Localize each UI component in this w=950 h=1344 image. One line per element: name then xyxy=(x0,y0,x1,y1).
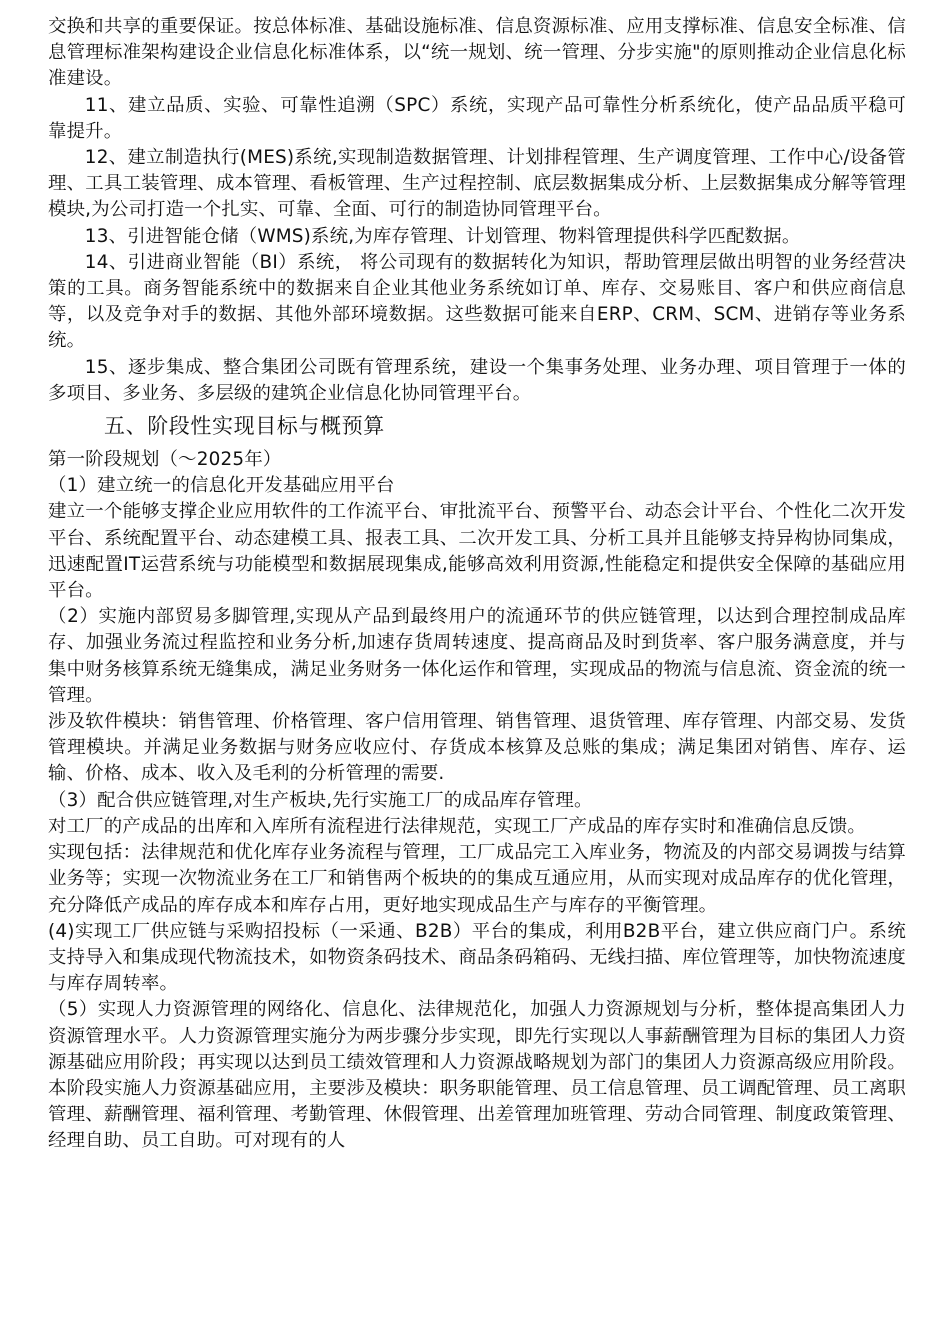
list-item-15: 15、逐步集成、整合集团公司既有管理系统，建设一个集事务处理、业务办理、项目管理于一体的多项目、多业务、多层级的建筑企业信息化协同管理平台。 xyxy=(48,356,906,404)
phase-item-2-modules: 涉及软件模块：销售管理、价格管理、客户信用管理、销售管理、退货管理、库存管理、内部交易、发货管理模块。并满足业务数据与财务应收应付、存货成本核算及总账的集成；满足集团对销售、库存、运输、价格、成本、收入及毛利的分析管理的需要. xyxy=(48,711,906,785)
phase-item-3-details: 实现包括：法律规范和优化库存业务流程与管理，工厂成品完工入库业务，物流及的内部交易调拨与结算业务等；实现一次物流业务在工厂和销售两个板块的的集成互通应用，从而实现对成品库存的优化管理，充分降低产成品的库存成本和库存占用，更好地实现成品生产与库存的平衡管理。 xyxy=(48,842,906,916)
list-item-11: 11、建立品质、实验、可靠性追溯（SPC）系统，实现产品可靠性分析系统化，使产品品质平稳可靠提升。 xyxy=(48,94,906,142)
phase-item-2-body: （2）实施内部贸易多脚管理,实现从产品到最终用户的流通环节的供应链管理，以达到合理控制成品库存、加强业务流过程监控和业务分析,加速存货周转速度、提高商品及时到货率、客户服务满意度，并与集中财务核算系统无缝集成，满足业务财务一体化运作和管理，实现成品的物流与信息流、资金流的统一管理。 xyxy=(48,606,906,706)
section-heading: 五、阶段性实现目标与概预算 xyxy=(104,414,385,439)
phase-item-3-body: 对工厂的产成品的出库和入库所有流程进行法律规范，实现工厂产成品的库存实时和准确信息反馈。 xyxy=(48,815,866,837)
list-item-12: 12、建立制造执行(MES)系统,实现制造数据管理、计划排程管理、生产调度管理、工作中心/设备管理、工具工装管理、成本管理、看板管理、生产过程控制、底层数据集成分析、上层数据集成分解等管理模块,为公司打造一个扎实、可靠、全面、可行的制造协同管理平台。 xyxy=(48,147,906,221)
phase-title: 第一阶段规划（～2025年） xyxy=(48,449,282,471)
phase-item-5-body: （5）实现人力资源管理的网络化、信息化、法律规范化，加强人力资源规划与分析，整体提高集团人力资源管理水平。人力资源管理实施分为两步骤分步实现，即先行实现以人事薪酬管理为目标的集团人力资源基础应用阶段；再实现以达到员工绩效管理和人力资源战略规划为部门的集团人力资源高级应用阶段。本阶段实施人力资源基础应用，主要涉及模块：职务职能管理、员工信息管理、员工调配管理、员工离职管理、薪酬管理、福利管理、考勤管理、休假管理、出差管理加班管理、劳动合同管理、制度政策管理、经理自助、员工自助。可对现有的人 xyxy=(48,999,906,1152)
document-page xyxy=(48,14,906,1155)
phase-item-1-title: （1）建立统一的信息化开发基础应用平台 xyxy=(48,475,395,497)
list-item-13: 13、引进智能仓储（WMS)系统,为库存管理、计划管理、物料管理提供科学匹配数据。 xyxy=(84,225,801,247)
phase-item-3-title: （3）配合供应链管理,对生产板块,先行实施工厂的成品库存管理。 xyxy=(48,789,593,811)
phase-item-1-body: 建立一个能够支撑企业应用软件的工作流平台、审批流平台、预警平台、动态会计平台、个性化二次开发平台、系统配置平台、动态建模工具、报表工具、二次开发工具、分析工具并且能够支持异构协同集成，迅速配置IT运营系统与功能模型和数据展现集成,能够高效利用资源,性能稳定和提供安全保障的基础应用平台。 xyxy=(48,501,906,602)
phase-item-4-body: (4)实现工厂供应链与采购招投标（一采通、B2B）平台的集成，利用B2B平台，建立供应商门户。系统支持导入和集成现代物流技术，如物资条码技术、商品条码箱码、无线扫描、库位管理等，加快物流速度与库存周转率。 xyxy=(48,920,906,995)
list-item-14: 14、引进商业智能（BI）系统， 将公司现有的数据转化为知识，帮助管理层做出明智的业务经营决策的工具。商务智能系统中的数据来自企业其他业务系统如订单、库存、交易账目、客户和供应商信息等，以及竞争对手的数据、其他外部环境数据。这些数据可能来自ERP、CRM、SCM、进销存等业务系统。 xyxy=(48,251,906,352)
intro-paragraph: 交换和共享的重要保证。按总体标准、基础设施标准、信息资源标准、应用支撑标准、信息安全标准、信息管理标准架构建设企业信息化标准体系，以“统一规划、统一管理、分步实施"的原则推动企业信息化标准建设。 xyxy=(48,16,906,90)
